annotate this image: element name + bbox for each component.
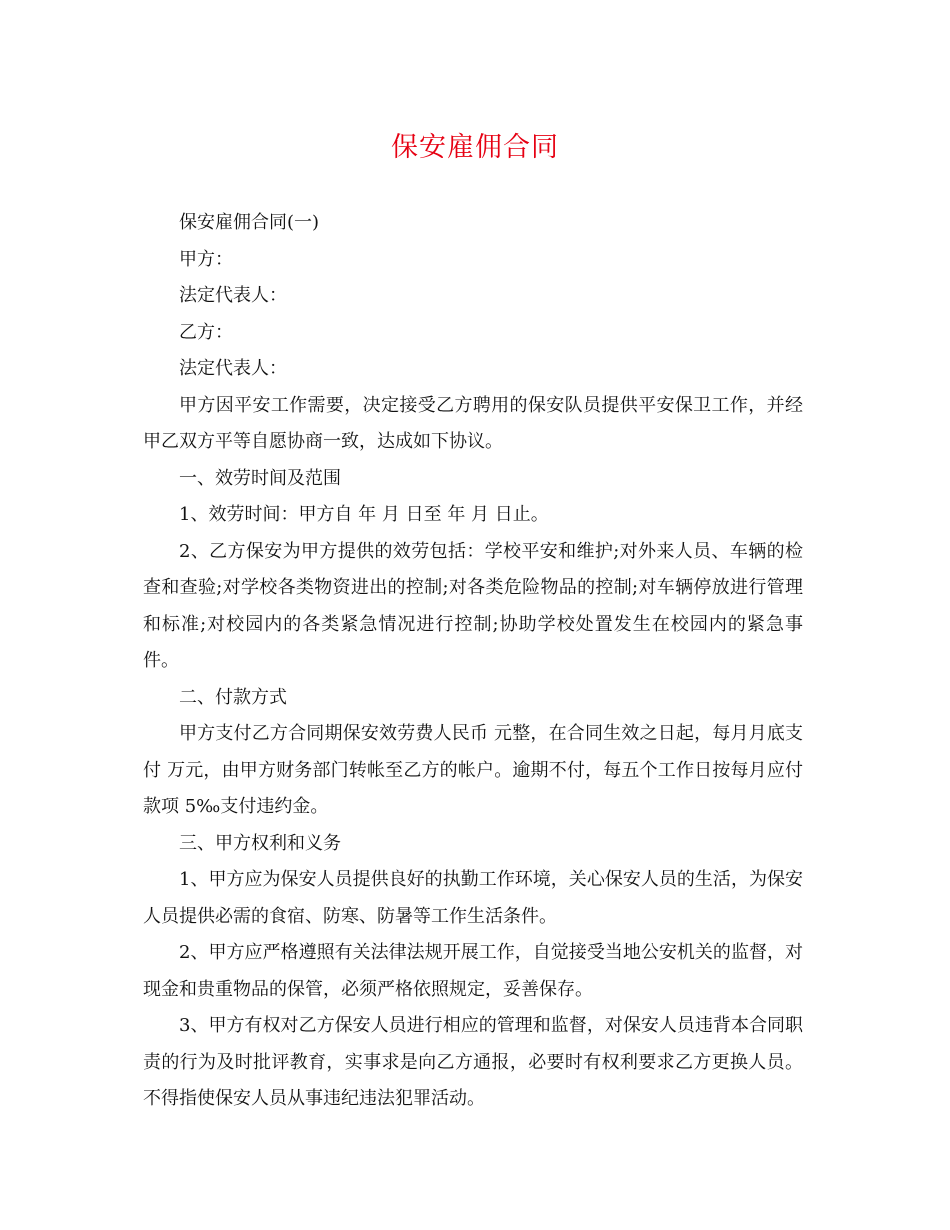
paragraph-party-a-representative: 法定代表人： (179, 285, 287, 306)
paragraph-party-a-duty-3: 3、甲方有权对乙方保安人员进行相应的管理和监督，对保安人员违背本合同职责的行为及时批评教育，实事求是向乙方通报，必要时有权利要求乙方更换人员。不得指使保安人员从事违纪违法犯罪活动。 (143, 1015, 803, 1109)
document-body (143, 205, 803, 1118)
paragraph-party-a: 甲方： (179, 248, 233, 270)
paragraph-service-scope: 2、乙方保安为甲方提供的效劳包括：学校平安和维护;对外来人员、车辆的检查和查验;对学校各类物资进出的控制;对各类危险物品的控制;对车辆停放进行管理和标准;对校园内的各类紧急情况进行控制;协助学校处置发生在校园内的紧急事件。 (143, 540, 803, 671)
section-heading-party-a-rights: 三、甲方权利和义务 (179, 832, 341, 854)
paragraph-party-a-duty-1: 1、甲方应为保安人员提供良好的执勤工作环境，关心保安人员的生活，为保安人员提供必需的食宿、防寒、防暑等工作生活条件。 (143, 869, 803, 927)
paragraph-party-b: 乙方： (179, 321, 233, 343)
paragraph-contract-subtitle: 保安雇佣合同(一) (179, 212, 320, 233)
section-heading-payment: 二、付款方式 (179, 686, 287, 708)
document-title: 保安雇佣合同 (391, 132, 559, 163)
paragraph-preamble: 甲方因平安工作需要，决定接受乙方聘用的保安队员提供平安保卫工作，并经甲乙双方平等自愿协商一致，达成如下协议。 (143, 394, 803, 452)
paragraph-party-a-duty-2: 2、甲方应严格遵照有关法律法规开展工作，自觉接受当地公安机关的监督，对现金和贵重物品的保管，必须严格依照规定，妥善保存。 (143, 942, 803, 1000)
paragraph-party-b-representative: 法定代表人： (179, 358, 287, 379)
paragraph-service-time: 1、效劳时间：甲方自 年 月 日至 年 月 日止。 (179, 504, 549, 525)
section-heading-service: 一、效劳时间及范围 (179, 467, 341, 489)
paragraph-payment: 甲方支付乙方合同期保安效劳费人民币 元整，在合同生效之日起，每月月底支付 万元，由甲方财务部门转帐至乙方的帐户。逾期不付，每五个工作日按每月应付款项 5‰支付违约金。 (143, 723, 803, 817)
